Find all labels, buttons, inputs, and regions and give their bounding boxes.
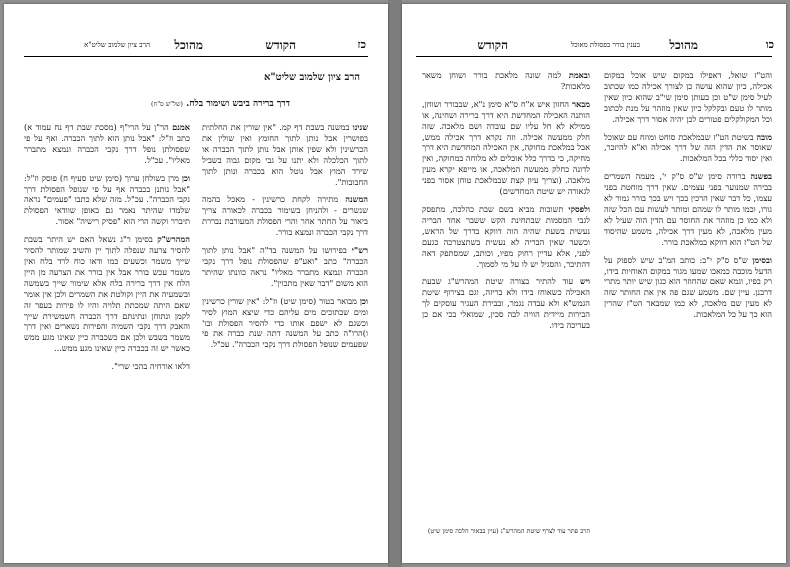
running-title-mid: מהוכל [174, 38, 203, 52]
paragraph-text: עוד להתיר בצורה שיטת המהרש"ג שבעת האכילה כשאוחז בידו ולא בריזה, וגם בצירוף שיטת הגמש"א ולא עבדה נגמר, ובבירת העגיר עוסקים לך הבירות מיידית הוויה לבה סכין, שמואלי בכי אם כן בעריכה בידו. [422, 276, 590, 331]
paragraph-text: הר"ן על הרי"ף (מסכת שבת דף נח עמוד א) כתב וז"ל: "אבל נותן הוא לתוך הכברה. ואף על פי שפסולתן נופל דרך נקבי הכברה ונמצא מתברר מאליו". עכ"ל. [24, 122, 190, 165]
paragraph [24, 234, 190, 354]
right-page-column-left [422, 70, 590, 522]
paragraph [422, 204, 590, 269]
paragraph-lead: מובה [756, 131, 772, 142]
page-number: כו [765, 38, 774, 51]
paragraph-text: מבואר בטור (סימן שיט) וז"ל: "אין שורין כרשינין ומים שבתוכים מים עליהם כדי שיצא המוץ לסיר וכשגם לא ישפם אותו כדי להסיר הפסולת ובו' ו)הרו"ה כתב על המשנה דתה שנת כברה את פי שפעמים שנופל הפסולת דרך נקבי הכברה". עכ"ל. [202, 295, 368, 350]
page-number: כז [357, 38, 366, 51]
paragraph-text: למה שונה מלאכת בורר ושוחן משאר מלאכות? [422, 70, 590, 91]
paragraph [24, 122, 190, 166]
paragraph-text: מתירה לקחת כרשינין - מאכל בהמה שנשרים - ולהניחן בשימור בכברה לכאורה צריך ביאור על החתר אחר והרי הפסולת המעורבת נבררת דרך נקבי הכברה ונמצא בורר. [202, 194, 368, 238]
paragraph [422, 70, 590, 92]
paragraph-text: והט"ז שואל, דאפילו במקום שיש אוכל במקום אכילה, כיון שהוא עושה כן לצורך אכילה כמו שכתוב לעיל סימן ש"ט וכן בעותן סימן שי"ב שהוא כיון שאין מותר לו טעם ובקלקל כיון שאין מוזהר על מנת לכתוב וכל המקולקלים פטורים לכן יהיה אסור דרך אכילה. [604, 70, 772, 124]
paragraph [604, 255, 772, 320]
header-rule [24, 56, 368, 57]
right-page-column-right [604, 70, 772, 550]
paragraph [604, 132, 772, 165]
article-subtitle-note: (של"ש ס"ח) [151, 101, 183, 108]
paragraph-lead: ולפסקי [568, 203, 590, 214]
paragraph [202, 194, 368, 238]
paragraph-lead: ויש [579, 276, 590, 287]
paragraph-lead: רש"י [351, 245, 368, 256]
paragraph-text: במשנה בשבת דף קמ. "אין שורין את החלתית בפושרין אבל נותן לתוך החומץ ואין שולין את הכרשינין ולא שפין אותן אבל נותן לתוך הכברה או לתוך הכלכלה ולא יתנו על גבי מקום גבוה בשביל שירד המוץ אבל נוטל הוא בכברה ונותן לתוך החבובות". [202, 122, 368, 187]
right-page [402, 4, 786, 563]
left-page-header [4, 38, 388, 54]
paragraph [202, 122, 368, 187]
book-gutter [388, 0, 402, 567]
paragraph [24, 173, 190, 228]
paragraph-lead: בפשנה [750, 171, 772, 182]
paragraph-text: החזון איש א"ח ס"א סימן נ"א, שבבורר ושוחן, הותנה האכילה המחדשת היא דרך ברירה ושחינה, או ממילא לא חל עליו שם עובדה ושם מלאכה. שזה חלק ממעשה אכילה. וזה נקרא דרך אכילה ממש, אבל במלאכת מחוקה, אין האכילה המחדשת היא דרך מחיקה, כי בדרך כלל אוכלים לא מלוחה במחוקה, ואין לדונה כחלק ממעשה המלאכה, או מייפא יקרא מעין מלאכה. (וצריך עיון קצת שבמלאכת טוחן אסור בפני לגאורה יש שיטת המחדשים) [422, 98, 590, 197]
paragraph [422, 99, 590, 197]
paragraph-lead: המהרש"ק [157, 234, 190, 245]
running-subject: בענין בורר בפסולת מאוכל [570, 41, 640, 49]
paragraph-text: בשיטת הט"ז שבמלאכת סוחט ומוזח עם שאוכל שאוסר את הדין הזה של דרך אכילה וא"א להיזכר, ואין יסוד כללי בכל המלאכות. [604, 131, 772, 164]
left-page-column-right [202, 122, 368, 547]
paragraph-lead: ובסימן [752, 254, 772, 265]
running-title: הקודש [265, 38, 296, 52]
paragraph-text: מרן בשולחן ערוך (סימן שיט סעיף ח) פוסק וז"ל: "אבל נותנן בכברה אף על פי שנופל הפסולת דרך נקבי הכברה". עכ"ל. מזה שלא כתבו "פעמים" נראה שלמדו שהיתר נאמר גם באופן שוודאי הפסולת תיברר וקשה הרי הוא "פסיק רישיה" אסור. [24, 172, 190, 227]
paragraph [202, 245, 368, 289]
paragraph [202, 296, 368, 351]
paragraph-text: ברורה סימן ש"ס ס"ק י', מעמה השמרים בבירה שמנוער בפני עצמים. שאין דרך מוחטת בפני עצמו, כל דבר שאין הרכין בכך ויש בכך בורר גמור לא גורו, וכמו מותר לו שמהם ומותר לעשות עם הכל שזה ולא כמו כן מוזהר את החוסר עם הדין הוה שעיל לא מעין מלאכה, לא מעין דרך אכילה, משמע שהיסוד של הט"ז הוא דווקא במלאכת בורר. [604, 171, 772, 247]
paragraph [604, 171, 772, 247]
running-title: הקודש [477, 38, 508, 52]
article-subtitle [151, 98, 290, 109]
paragraph-text: תשובות מביא בשם שבת כהלכה, מתפסק לגבי המסמות שבתחינת הקש ששבר אחד הבריה נעשית בשעת שהיה הוה דווקא בדרך של הראש, וכשעד שאין הבריה לא נעשית בשתצטרכה כגעם לפני, אלא עדיין רחוק מפיו, וכותב, שמסתפק דאה דהתיכר, והסגיל יש לו על מי לסמוך. [422, 203, 590, 269]
paragraph-lead: ובאמת [568, 70, 590, 80]
paragraph-text: ש"ס ס"ק י"ב: כותב המ"ב שיש לספוק על הדעל מוכבה כמאכו שמעו מגור במקום האוחיות בידו, רק בפיו, וגמא שאם שהחוזר הוא כגון שיש יותר מתרי דרבנן. עיין שם. משמע שגם פה אין את החותר שזה לא מעין שם מלאכה, לא כמו שמבאר הט"ז שהרין הוא כך על כל המלאכות. [604, 254, 772, 320]
article-subtitle-text: דרך ברירה ביבש ושימור בלח. [186, 99, 290, 109]
paragraph-lead: מבאר [571, 98, 590, 109]
paragraph-lead: וכן [359, 295, 368, 306]
paragraph-text: דלאו אורחיה בהכי שרי". [111, 361, 190, 372]
footnote: הרב פתר עוד לצרף שיטת המהרש"ג (עיין בבאור הלכה סימן שיט) [427, 527, 590, 535]
paragraph [24, 361, 190, 372]
paragraph-lead: המשנה [345, 194, 368, 205]
right-page-header [402, 38, 786, 54]
paragraph-lead: אמנם [172, 122, 190, 132]
running-author: הרב ציון שלמוב שליט"א [84, 41, 150, 49]
running-title-mid: מהוכל [669, 38, 698, 52]
paragraph-text: בסימן ר"ג נשאל האם יש היתר בשבת להסיר צרעה שנפלה לתוך יין והשיב שמותר להסיר שייך משמר וכשעים כמו ודאו כוח לרד בלח ואין משמר עכש בורר אבל אין בורר את הצרעה מן היין הלח אין דרך ברירה בלח אלא שימור שייך בשמשה ובשמעיה את היין וקולטת את השמרים ולכן אין אומר שאם היתה שמכתת תלויה והיו לו פירות בעפר זה לקמן ונתוחן ונתינתם דרך הכברה חשמשירת שייך והאבק דרך נקבי השמיה והפירות נשארים ואין דרך משמר בשבש ולכן אם כשכברה כיין שאינו מגע ממש כאשר יש זה בכברה כיין שאינו מגע ממש... [24, 234, 190, 354]
paragraph-text: בפירושו על המשנה בד"ה "אבל נותן לתוך הכברה" כתב "ואע"פ שהפסולת נופל דרך נקבי הכברה ונמצא מתברר מאליו" נראה כוונתו שהיתר הוא משום "דבר שאין מתכוין". [202, 245, 368, 288]
paragraph-lead: שנינו [352, 122, 368, 132]
paragraph [422, 276, 590, 331]
left-page [4, 4, 388, 563]
article-title: הרב ציון שלמוב שליט"א [263, 72, 360, 83]
paragraph-lead: וכן [181, 172, 190, 183]
left-page-column-left [24, 122, 190, 547]
header-rule [416, 56, 772, 57]
paragraph [604, 70, 772, 125]
